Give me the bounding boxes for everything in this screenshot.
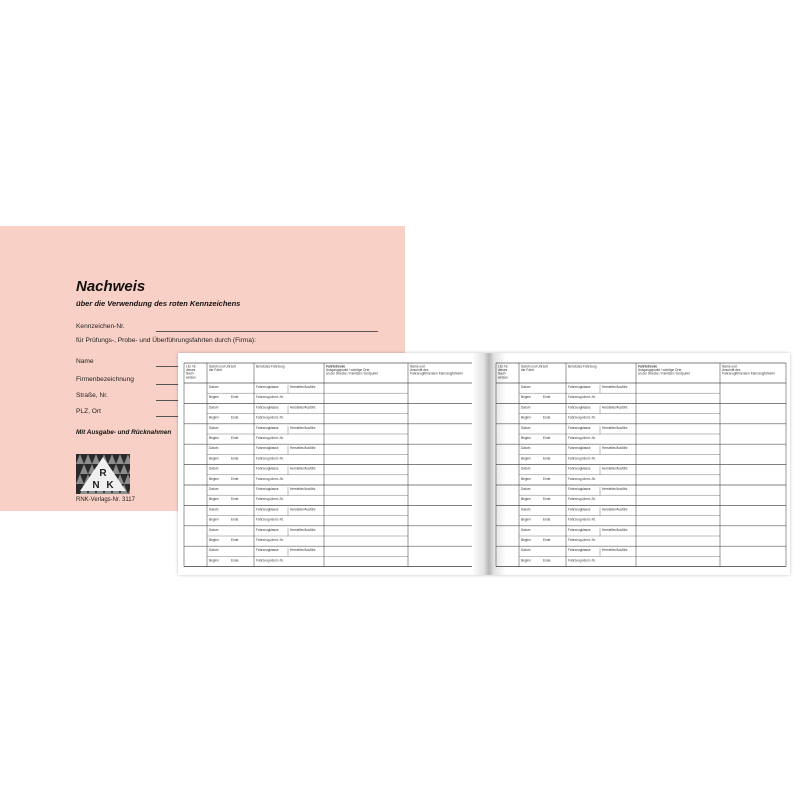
table-header-text: Fahrzeugführenden Fahrzeugführerin: [410, 371, 463, 376]
table-header-text: dieses: [186, 368, 196, 373]
label-fahrzeugklasse: Fahrzeugklasse: [256, 527, 279, 532]
logo-letter-k: K: [106, 480, 114, 491]
label-ende: Ende: [231, 415, 239, 420]
table-header-text: weises: [186, 375, 196, 380]
label-hersteller: Hersteller/Ausführ.: [290, 425, 317, 430]
label-hersteller: Hersteller/Ausführ.: [290, 487, 317, 491]
table-header-text: an der Strecke / Fahrtziel / Endpunkt: [638, 371, 690, 376]
label-beginn: Beginn: [521, 415, 531, 420]
label-ende: Ende: [543, 497, 551, 502]
label-beginn: Beginn: [521, 476, 531, 481]
logbook-page-right: [490, 353, 790, 575]
label-fahrzeugklasse: Fahrzeugklasse: [256, 425, 279, 430]
field-label-kennzeichen: Kennzeichen-Nr.: [76, 323, 125, 330]
table-header-text: Nach-: [498, 371, 507, 376]
label-ident-nr: Fahrzeug-Ident.-Nr.: [256, 517, 284, 522]
label-beginn: Beginn: [521, 517, 531, 522]
field-label-strasse: Straße, Nr.: [76, 392, 108, 399]
table-header-text: Fahrtstrecke: [326, 364, 346, 369]
label-ende: Ende: [231, 436, 239, 440]
label-fahrzeugklasse: Fahrzeugklasse: [256, 548, 279, 553]
table-header-text: Lfd.-Nr.: [498, 364, 509, 369]
label-ident-nr: Fahrzeug-Ident.-Nr.: [256, 497, 284, 502]
label-datum: Datum: [209, 385, 219, 389]
label-datum: Datum: [521, 548, 531, 553]
label-datum: Datum: [209, 446, 219, 451]
label-fahrzeugklasse: Fahrzeugklasse: [256, 446, 279, 451]
label-ende: Ende: [231, 558, 239, 563]
label-fahrzeugklasse: Fahrzeugklasse: [256, 466, 279, 471]
label-datum: Datum: [521, 446, 531, 451]
label-datum: Datum: [209, 507, 219, 512]
table-header-text: Name und: [722, 364, 737, 369]
label-ident-nr: Fahrzeug-Ident.-Nr.: [568, 436, 596, 440]
label-fahrzeugklasse: Fahrzeugklasse: [568, 425, 591, 430]
label-datum: Datum: [521, 405, 531, 410]
label-hersteller: Hersteller/Ausführ.: [602, 507, 629, 512]
table-header-text: weises: [498, 375, 508, 380]
table-header-text: Datum und Uhrzeit: [521, 364, 548, 369]
label-beginn: Beginn: [209, 415, 219, 420]
label-ende: Ende: [231, 395, 239, 400]
label-hersteller: Hersteller/Ausführ.: [602, 425, 629, 430]
label-ident-nr: Fahrzeug-Ident.-Nr.: [256, 436, 284, 440]
label-beginn: Beginn: [209, 538, 219, 542]
label-beginn: Beginn: [521, 497, 531, 502]
label-datum: Datum: [209, 466, 219, 471]
logo-letter-r: R: [99, 468, 107, 479]
label-ende: Ende: [231, 538, 239, 542]
field-label-firmenbezeichnung: Firmenbezeichnung: [76, 376, 134, 383]
label-ende: Ende: [543, 415, 551, 420]
label-ende: Ende: [543, 395, 551, 400]
label-datum: Datum: [209, 405, 219, 410]
label-datum: Datum: [209, 487, 219, 491]
label-ident-nr: Fahrzeug-Ident.-Nr.: [256, 476, 284, 481]
table-header-text: Ausgangspunkt / wichtige Orte,: [326, 368, 371, 373]
label-fahrzeugklasse: Fahrzeugklasse: [568, 446, 591, 451]
rnk-logo-icon: [76, 454, 130, 494]
field-line-kennzeichen[interactable]: [156, 331, 378, 332]
label-fahrzeugklasse: Fahrzeugklasse: [568, 466, 591, 471]
table-header-text: Nach-: [186, 371, 195, 376]
label-ident-nr: Fahrzeug-Ident.-Nr.: [568, 497, 596, 502]
label-fahrzeugklasse: Fahrzeugklasse: [568, 527, 591, 532]
label-hersteller: Hersteller/Ausführ.: [290, 548, 317, 553]
label-hersteller: Hersteller/Ausführ.: [290, 446, 317, 451]
label-datum: Datum: [209, 527, 219, 532]
label-fahrzeugklasse: Fahrzeugklasse: [568, 487, 591, 491]
cover-subtitle: über die Verwendung des roten Kennzeichens: [76, 299, 241, 308]
label-ende: Ende: [543, 538, 551, 542]
label-hersteller: Hersteller/Ausführ.: [602, 548, 629, 553]
label-beginn: Beginn: [521, 395, 531, 400]
logbook-page-left: [178, 353, 478, 575]
label-datum: Datum: [521, 527, 531, 532]
label-ident-nr: Fahrzeug-Ident.-Nr.: [568, 415, 596, 420]
label-fahrzeugklasse: Fahrzeugklasse: [568, 405, 591, 410]
label-fahrzeugklasse: Fahrzeugklasse: [256, 385, 279, 389]
label-hersteller: Hersteller/Ausführ.: [290, 507, 317, 512]
field-label-firma: für Prüfungs-, Probe- und Überführungsfahrten durch (Firma):: [76, 337, 256, 344]
label-fahrzeugklasse: Fahrzeugklasse: [256, 487, 279, 491]
label-datum: Datum: [521, 466, 531, 471]
label-ende: Ende: [543, 436, 551, 440]
open-logbook: [178, 353, 790, 575]
table-header-text: Anschrift des: [410, 368, 429, 373]
label-ident-nr: Fahrzeug-Ident.-Nr.: [256, 456, 284, 461]
label-hersteller: Hersteller/Ausführ.: [602, 385, 629, 389]
label-fahrzeugklasse: Fahrzeugklasse: [256, 405, 279, 410]
logo-letter-n: N: [92, 480, 100, 491]
table-header-text: Lfd.-Nr.: [186, 364, 197, 369]
label-ende: Ende: [543, 517, 551, 522]
label-datum: Datum: [521, 487, 531, 491]
table-header-text: Benutztes Fahrzeug: [568, 364, 597, 369]
label-beginn: Beginn: [209, 558, 219, 563]
table-header-text: Fahrzeugführenden Fahrzeugführerin: [722, 371, 775, 376]
label-ident-nr: Fahrzeug-Ident.-Nr.: [568, 476, 596, 481]
table-header-text: an der Strecke / Fahrtziel / Endpunkt: [326, 371, 378, 376]
field-label-plz-ort: PLZ, Ort: [76, 408, 101, 415]
label-ident-nr: Fahrzeug-Ident.-Nr.: [568, 558, 596, 563]
label-ende: Ende: [543, 456, 551, 461]
label-ident-nr: Fahrzeug-Ident.-Nr.: [568, 395, 596, 400]
label-datum: Datum: [521, 385, 531, 389]
label-ident-nr: Fahrzeug-Ident.-Nr.: [568, 456, 596, 461]
label-fahrzeugklasse: Fahrzeugklasse: [256, 507, 279, 512]
table-header-text: Datum und Uhrzeit: [209, 364, 236, 369]
label-ident-nr: Fahrzeug-Ident.-Nr.: [256, 558, 284, 563]
label-datum: Datum: [521, 425, 531, 430]
table-header-text: der Fahrt: [209, 368, 222, 373]
table-header-text: Benutztes Fahrzeug: [256, 364, 285, 369]
label-hersteller: Hersteller/Ausführ.: [602, 446, 629, 451]
label-beginn: Beginn: [209, 456, 219, 461]
label-beginn: Beginn: [521, 456, 531, 461]
label-ende: Ende: [543, 558, 551, 563]
table-header-text: der Fahrt: [521, 368, 534, 373]
label-beginn: Beginn: [209, 436, 219, 440]
field-label-name: Name: [76, 358, 94, 365]
label-hersteller: Hersteller/Ausführ.: [290, 466, 317, 471]
label-hersteller: Hersteller/Ausführ.: [290, 405, 317, 410]
label-ident-nr: Fahrzeug-Ident.-Nr.: [256, 395, 284, 400]
cover-title: Nachweis: [76, 278, 146, 295]
label-ende: Ende: [231, 497, 239, 502]
label-fahrzeugklasse: Fahrzeugklasse: [568, 507, 591, 512]
label-hersteller: Hersteller/Ausführ.: [602, 487, 629, 491]
label-ende: Ende: [231, 456, 239, 461]
label-datum: Datum: [209, 548, 219, 553]
cover-note: Mit Ausgabe- und Rücknahmen: [76, 429, 172, 436]
table-header-text: dieses: [498, 368, 508, 373]
label-datum: Datum: [521, 507, 531, 512]
label-ident-nr: Fahrzeug-Ident.-Nr.: [256, 415, 284, 420]
table-header-text: Name und: [410, 364, 425, 369]
label-beginn: Beginn: [521, 436, 531, 440]
label-beginn: Beginn: [209, 395, 219, 400]
label-beginn: Beginn: [521, 538, 531, 542]
label-fahrzeugklasse: Fahrzeugklasse: [568, 548, 591, 553]
table-header-text: Fahrtstrecke: [638, 364, 658, 369]
label-hersteller: Hersteller/Ausführ.: [602, 527, 629, 532]
table-header-text: Anschrift des: [722, 368, 741, 373]
label-ident-nr: Fahrzeug-Ident.-Nr.: [568, 517, 596, 522]
label-hersteller: Hersteller/Ausführ.: [290, 385, 317, 389]
label-datum: Datum: [209, 425, 219, 430]
label-beginn: Beginn: [521, 558, 531, 563]
label-ende: Ende: [543, 476, 551, 481]
label-beginn: Beginn: [209, 497, 219, 502]
label-ident-nr: Fahrzeug-Ident.-Nr.: [568, 538, 596, 542]
publisher-number: RNK-Verlags-Nr. 3117: [76, 497, 135, 503]
table-header-text: Ausgangspunkt / wichtige Orte,: [638, 368, 683, 373]
label-ident-nr: Fahrzeug-Ident.-Nr.: [256, 538, 284, 542]
label-fahrzeugklasse: Fahrzeugklasse: [568, 385, 591, 389]
label-hersteller: Hersteller/Ausführ.: [602, 405, 629, 410]
label-beginn: Beginn: [209, 476, 219, 481]
label-hersteller: Hersteller/Ausführ.: [290, 527, 317, 532]
label-ende: Ende: [231, 476, 239, 481]
label-beginn: Beginn: [209, 517, 219, 522]
label-hersteller: Hersteller/Ausführ.: [602, 466, 629, 471]
label-ende: Ende: [231, 517, 239, 522]
